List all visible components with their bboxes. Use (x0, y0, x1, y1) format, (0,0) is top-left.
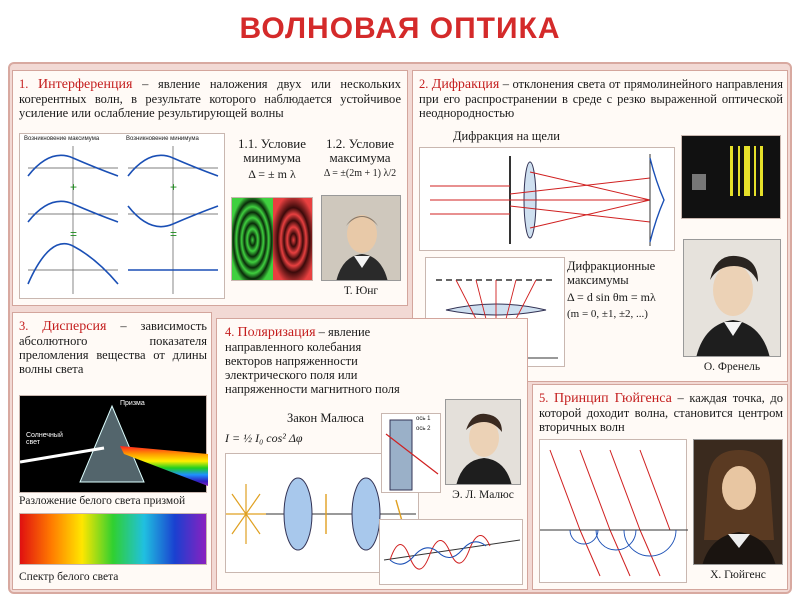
young-caption: Т. Юнг (343, 285, 379, 297)
section-number: 2. (419, 77, 429, 91)
plus-sign-2: + (170, 180, 178, 194)
section-heading: Принцип Гюйгенса (554, 391, 672, 406)
portrait-fresnel (683, 239, 781, 357)
huygens-caption: Х. Гюйгенс (710, 569, 766, 581)
panel-huygens (532, 384, 788, 590)
huygens-diagram (539, 439, 687, 583)
spectrum-image (19, 513, 207, 565)
panel-dispersion (12, 312, 212, 590)
interference-description (19, 77, 401, 120)
sunlight-label: Солнечный свет (26, 432, 63, 446)
min-label: Возникновение минимума (126, 136, 199, 142)
portrait-malus (445, 399, 521, 485)
min-condition (229, 137, 315, 181)
section-text: – отклонения света от прямолинейного направления при его распространении в среде с резко выраженной оптической неоднородностью (419, 77, 783, 120)
axis1-label: ось 1 (416, 416, 431, 422)
interference-wave-graphs (19, 133, 225, 299)
section-text: – каждая точка, до которой доходит волна, становится центром вторичных волн (539, 391, 784, 434)
huygens-description (539, 391, 783, 434)
plus-sign: + (70, 180, 78, 194)
equals-sign-2: = (170, 227, 178, 241)
maxima-range: (m = 0, ±1, ±2, ...) (567, 308, 648, 320)
malus-caption: Э. Л. Малюс (452, 489, 514, 501)
prism-image (19, 395, 207, 493)
slit-diffraction-diagram (419, 147, 675, 251)
polarization-description (225, 325, 403, 396)
dispersion-description (19, 319, 207, 376)
wave-diagram (20, 134, 226, 300)
prism-label: Призма (120, 400, 145, 407)
max-formula: Δ = ±(2m + 1) λ/2 (323, 168, 397, 179)
max-condition (315, 137, 405, 181)
section-number: 3. (19, 319, 29, 333)
maxima-title: Дифракционные максимумы (567, 259, 656, 287)
wave-vector-diagram (379, 519, 523, 585)
maxima-formula: Δ = d sin θm = mλ (567, 290, 656, 304)
slit-title: Дифракция на щели (453, 129, 560, 143)
max-title: 1.2. Условие максимума (325, 136, 394, 165)
max-label: Возникновение максимума (24, 136, 100, 142)
slit-pattern-image (681, 135, 781, 219)
section-number: 4. (225, 325, 235, 339)
malus-formula: I = ½ I₀ cos² Δφ (225, 431, 303, 445)
section-number: 5. (539, 391, 549, 405)
diffraction-description (419, 77, 783, 120)
fresnel-caption: О. Френель (703, 361, 761, 373)
section-heading: Дифракция (431, 77, 500, 92)
min-formula: Δ = ± m λ (248, 167, 296, 181)
section-number: 1. (19, 77, 29, 91)
section-heading: Поляризация (237, 325, 316, 340)
min-title: 1.1. Условие минимума (237, 136, 306, 165)
interference-rings-image (231, 197, 313, 281)
polarization-axes-diagram (381, 413, 441, 493)
section-heading: Дисперсия (42, 319, 107, 334)
section-text: – явление наложения двух или нескольких когерентных волн, в результате которого наблюдается устойчивое усиление или ослабление результирующей волны (19, 77, 402, 120)
panel-polarization (216, 318, 528, 590)
section-text: – зависимость абсолютного показателя преломления вещества от длины волны света (19, 319, 207, 376)
portrait-huygens (693, 439, 783, 565)
prism-caption: Разложение белого света призмой (19, 495, 186, 507)
malus-law-title: Закон Малюса (287, 411, 364, 425)
spectrum-caption: Спектр белого света (19, 571, 119, 583)
section-heading: Интерференция (38, 77, 133, 92)
section-text: – явление направленного колебания векторов напряженности электрического поля или напряженности магнитного поля (225, 325, 400, 396)
diffraction-maxima (567, 259, 685, 321)
axis2-label: ось 2 (416, 426, 431, 432)
page-title: ВОЛНОВАЯ ОПТИКА (239, 12, 561, 45)
equals-sign: = (70, 227, 78, 241)
panel-interference (12, 70, 408, 306)
portrait-young (321, 195, 401, 281)
